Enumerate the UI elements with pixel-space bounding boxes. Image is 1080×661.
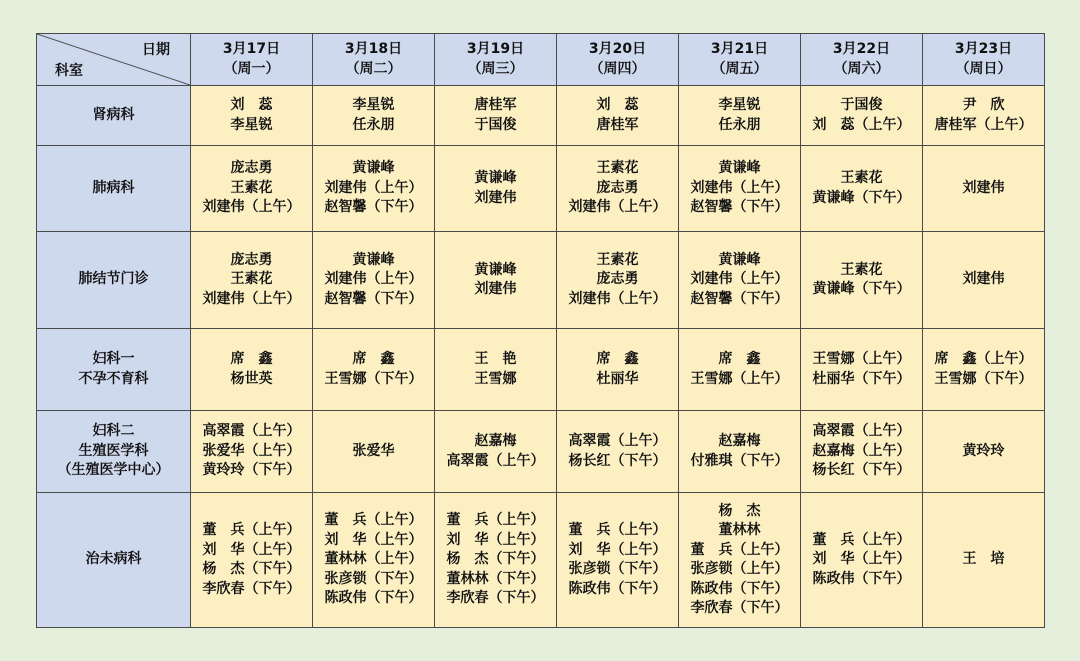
doctor-name: 刘建伟（上午）: [202, 199, 301, 216]
schedule-cell: [435, 232, 557, 329]
doctor-name: 王 培: [962, 551, 1005, 568]
doctor-name: 黄玲玲（下午）: [202, 462, 301, 479]
doctor-name: 刘 华（上午）: [324, 531, 423, 548]
table-row: [37, 232, 1045, 329]
day-weekday-label: （周二）: [345, 60, 402, 77]
doctor-name: 李欣春（下午）: [446, 590, 545, 607]
doctor-name: 董林林: [718, 522, 761, 538]
department-cell: [37, 86, 191, 146]
doctor-name: 王素花: [596, 251, 639, 268]
doctor-name: 杜丽华: [596, 370, 639, 387]
doctor-name: 黄谦峰（下午）: [812, 189, 911, 206]
doctor-name: 陈政伟（下午）: [812, 570, 911, 587]
doctor-name: 陈政伟（下午）: [690, 580, 789, 597]
department-cell: [37, 232, 191, 329]
doctor-name: 任永朋: [718, 116, 761, 133]
header-row: [37, 34, 1045, 86]
schedule-table: [36, 33, 1045, 628]
doctor-name: 杨 杰（下午）: [446, 551, 545, 568]
schedule-cell: [923, 493, 1045, 628]
schedule-cell: [679, 86, 801, 146]
doctor-name: 黄谦峰: [718, 160, 761, 177]
doctor-name: 席 鑫: [352, 351, 395, 367]
department-label: 不孕不育科: [78, 370, 149, 387]
doctor-name: 赵智馨（下午）: [324, 290, 423, 307]
schedule-cell: [435, 329, 557, 411]
doctor-name: 刘建伟: [962, 271, 1005, 288]
doctor-name: 王雪娜（下午）: [324, 370, 423, 387]
doctor-name: 王雪娜（下午）: [934, 370, 1033, 387]
schedule-cell: [191, 232, 313, 329]
doctor-name: 刘 蕊: [596, 97, 639, 113]
doctor-name: 李星锐: [718, 97, 761, 113]
doctor-name: 张彦锁（下午）: [568, 561, 667, 577]
day-header-cell: [191, 34, 313, 86]
doctor-name: 王素花: [230, 271, 273, 288]
doctor-name: 赵智馨（下午）: [690, 290, 789, 307]
doctor-name: 董林林（下午）: [446, 570, 545, 587]
doctor-name: 于国俊: [840, 97, 883, 113]
doctor-name: 刘建伟（上午）: [324, 271, 423, 288]
doctor-name: 刘建伟: [474, 281, 517, 297]
doctor-name: 庞志勇: [230, 160, 273, 177]
day-weekday-label: （周六）: [833, 60, 890, 77]
doctor-name: 刘 华（上午）: [446, 531, 545, 548]
day-weekday-label: （周四）: [589, 60, 646, 77]
doctor-name: 黄谦峰: [474, 261, 517, 278]
schedule-cell: [557, 232, 679, 329]
department-label: 生殖医学科: [78, 442, 149, 459]
day-date-label: 3月23日: [954, 41, 1013, 57]
doctor-name: 于国俊: [474, 116, 517, 133]
day-date-label: 3月19日: [466, 41, 525, 57]
schedule-cell: [191, 411, 313, 493]
day-header-cell: [801, 34, 923, 86]
schedule-cell: [801, 232, 923, 329]
schedule-cell: [191, 329, 313, 411]
doctor-name: 尹 欣: [962, 97, 1005, 113]
schedule-cell: [923, 411, 1045, 493]
doctor-name: 李欣春（下午）: [202, 580, 301, 597]
doctor-name: 杜丽华（下午）: [812, 370, 911, 387]
doctor-name: 董 兵（上午）: [446, 512, 545, 529]
department-cell: [37, 411, 191, 493]
doctor-name: 杨长红（下午）: [812, 462, 911, 479]
schedule-cell: [557, 411, 679, 493]
department-label: 肾病科: [92, 106, 135, 123]
schedule-cell: [191, 86, 313, 146]
schedule-cell: [435, 86, 557, 146]
schedule-cell: [191, 493, 313, 628]
schedule-cell: [801, 329, 923, 411]
schedule-cell: [313, 411, 435, 493]
schedule-cell: [923, 329, 1045, 411]
schedule-cell: [923, 232, 1045, 329]
doctor-name: 刘 华（上午）: [202, 541, 301, 558]
doctor-name: 王雪娜: [474, 370, 517, 387]
doctor-name: 杨世英: [230, 370, 273, 387]
doctor-name: 董 兵（上午）: [690, 541, 789, 558]
day-date-label: 3月20日: [588, 41, 647, 57]
doctor-name: 张爱华: [352, 442, 395, 459]
schedule-cell: [679, 411, 801, 493]
schedule-cell: [313, 232, 435, 329]
doctor-name: 刘建伟（上午）: [568, 290, 667, 307]
doctor-name: 陈政伟（下午）: [568, 580, 667, 597]
table-row: [37, 411, 1045, 493]
department-cell: [37, 329, 191, 411]
day-date-label: 3月18日: [344, 41, 403, 57]
doctor-name: 黄谦峰（下午）: [812, 281, 911, 297]
schedule-cell: [801, 493, 923, 628]
schedule-cell: [923, 86, 1045, 146]
schedule-cell: [679, 146, 801, 232]
doctor-name: 刘 华（上午）: [812, 551, 911, 568]
schedule-cell: [679, 493, 801, 628]
doctor-name: 黄谦峰: [718, 251, 761, 268]
day-weekday-label: （周日）: [955, 60, 1012, 77]
department-cell: [37, 493, 191, 628]
doctor-name: 赵嘉梅: [474, 433, 517, 449]
day-date-label: 3月21日: [710, 41, 769, 57]
doctor-name: 庞志勇: [596, 179, 639, 196]
doctor-name: 席 鑫: [718, 351, 761, 367]
doctor-name: 刘建伟: [962, 179, 1005, 196]
schedule-cell: [435, 493, 557, 628]
department-label: 妇科二: [92, 423, 135, 440]
doctor-name: 董林林（上午）: [324, 551, 423, 568]
doctor-name: 刘 蕊（上午）: [812, 116, 911, 133]
doctor-name: 杨 杰: [718, 502, 761, 519]
schedule-cell: [557, 146, 679, 232]
day-header-cell: [557, 34, 679, 86]
doctor-name: 李星锐: [230, 116, 273, 133]
schedule-cell: [191, 146, 313, 232]
doctor-name: 王素花: [230, 179, 273, 196]
day-date-label: 3月22日: [832, 41, 891, 57]
doctor-name: 张爱华（上午）: [202, 442, 301, 459]
doctor-name: 陈政伟（下午）: [324, 590, 423, 607]
doctor-name: 黄谦峰: [352, 160, 395, 177]
doctor-name: 唐桂军（上午）: [934, 116, 1033, 133]
doctor-name: 董 兵（上午）: [202, 522, 301, 538]
doctor-name: 董 兵（上午）: [324, 512, 423, 529]
department-cell: [37, 146, 191, 232]
doctor-name: 刘建伟（上午）: [324, 179, 423, 196]
doctor-name: 刘建伟（上午）: [568, 199, 667, 216]
table-row: [37, 86, 1045, 146]
doctor-name: 王素花: [596, 160, 639, 177]
day-header-cell: [679, 34, 801, 86]
doctor-name: 唐桂军: [596, 116, 639, 133]
doctor-name: 庞志勇: [596, 271, 639, 288]
schedule-cell: [679, 232, 801, 329]
day-header-cell: [923, 34, 1045, 86]
doctor-name: 高翠霞（上午）: [568, 433, 667, 449]
doctor-name: 李欣春（下午）: [690, 600, 789, 616]
department-label: 治未病科: [85, 551, 142, 568]
doctor-name: 黄谦峰: [474, 170, 517, 186]
doctor-name: 张彦锁（下午）: [324, 570, 423, 587]
schedule-cell: [923, 146, 1045, 232]
doctor-name: 刘建伟: [474, 189, 517, 206]
doctor-name: 高翠霞（上午）: [202, 423, 301, 440]
doctor-name: 黄谦峰: [352, 251, 395, 268]
doctor-name: 王素花: [840, 170, 883, 186]
day-header-cell: [435, 34, 557, 86]
doctor-name: 杨长红（下午）: [568, 452, 667, 469]
doctor-name: 赵嘉梅: [718, 433, 761, 449]
doctor-name: 张彦锁（上午）: [690, 561, 789, 577]
schedule-cell: [557, 329, 679, 411]
doctor-name: 任永朋: [352, 116, 395, 133]
schedule-cell: [801, 146, 923, 232]
doctor-name: 刘建伟（上午）: [202, 290, 301, 307]
schedule-cell: [313, 86, 435, 146]
doctor-name: 赵智馨（下午）: [324, 199, 423, 216]
day-date-label: 3月17日: [222, 41, 281, 57]
doctor-name: 高翠霞（上午）: [812, 423, 911, 440]
doctor-name: 赵智馨（下午）: [690, 199, 789, 216]
doctor-name: 王雪娜（上午）: [690, 370, 789, 387]
table-row: [37, 146, 1045, 232]
doctor-name: 刘建伟（上午）: [690, 179, 789, 196]
table-row: [37, 493, 1045, 628]
schedule-cell: [801, 86, 923, 146]
schedule-cell: [801, 411, 923, 493]
schedule-cell: [679, 329, 801, 411]
doctor-name: 黄玲玲: [962, 442, 1005, 459]
doctor-name: 高翠霞（上午）: [446, 452, 545, 469]
doctor-name: 王雪娜（上午）: [812, 351, 911, 367]
doctor-name: 刘建伟（上午）: [690, 271, 789, 288]
doctor-name: 刘 蕊: [230, 97, 273, 113]
doctor-name: 付雅琪（下午）: [690, 452, 789, 469]
doctor-name: 席 鑫: [230, 351, 273, 367]
department-label: 肺病科: [92, 179, 135, 196]
doctor-name: 席 鑫: [596, 351, 639, 367]
doctor-name: 王 艳: [474, 351, 517, 367]
day-header-cell: [313, 34, 435, 86]
doctor-name: 唐桂军: [474, 97, 517, 113]
day-weekday-label: （周三）: [467, 60, 524, 77]
corner-date-label: 日期: [142, 42, 170, 58]
schedule-cell: [313, 493, 435, 628]
doctor-name: 李星锐: [352, 97, 395, 113]
day-weekday-label: （周五）: [711, 60, 768, 77]
department-label: 妇科一: [92, 351, 135, 367]
department-label: （生殖医学中心）: [57, 462, 170, 479]
schedule-cell: [557, 86, 679, 146]
schedule-cell: [557, 493, 679, 628]
doctor-name: 杨 杰（下午）: [202, 561, 301, 577]
header-corner-cell: [37, 34, 191, 86]
doctor-name: 王素花: [840, 261, 883, 278]
schedule-cell: [435, 411, 557, 493]
department-label: 肺结节门诊: [78, 271, 149, 288]
doctor-name: 董 兵（上午）: [812, 531, 911, 548]
day-weekday-label: （周一）: [223, 60, 280, 77]
doctor-name: 赵嘉梅（上午）: [812, 442, 911, 459]
doctor-name: 席 鑫（上午）: [934, 351, 1033, 367]
doctor-name: 刘 华（上午）: [568, 541, 667, 558]
corner-dept-label: 科室: [55, 63, 83, 79]
doctor-name: 董 兵（上午）: [568, 522, 667, 538]
schedule-cell: [435, 146, 557, 232]
schedule-cell: [313, 329, 435, 411]
table-row: [37, 329, 1045, 411]
schedule-cell: [313, 146, 435, 232]
doctor-name: 庞志勇: [230, 251, 273, 268]
